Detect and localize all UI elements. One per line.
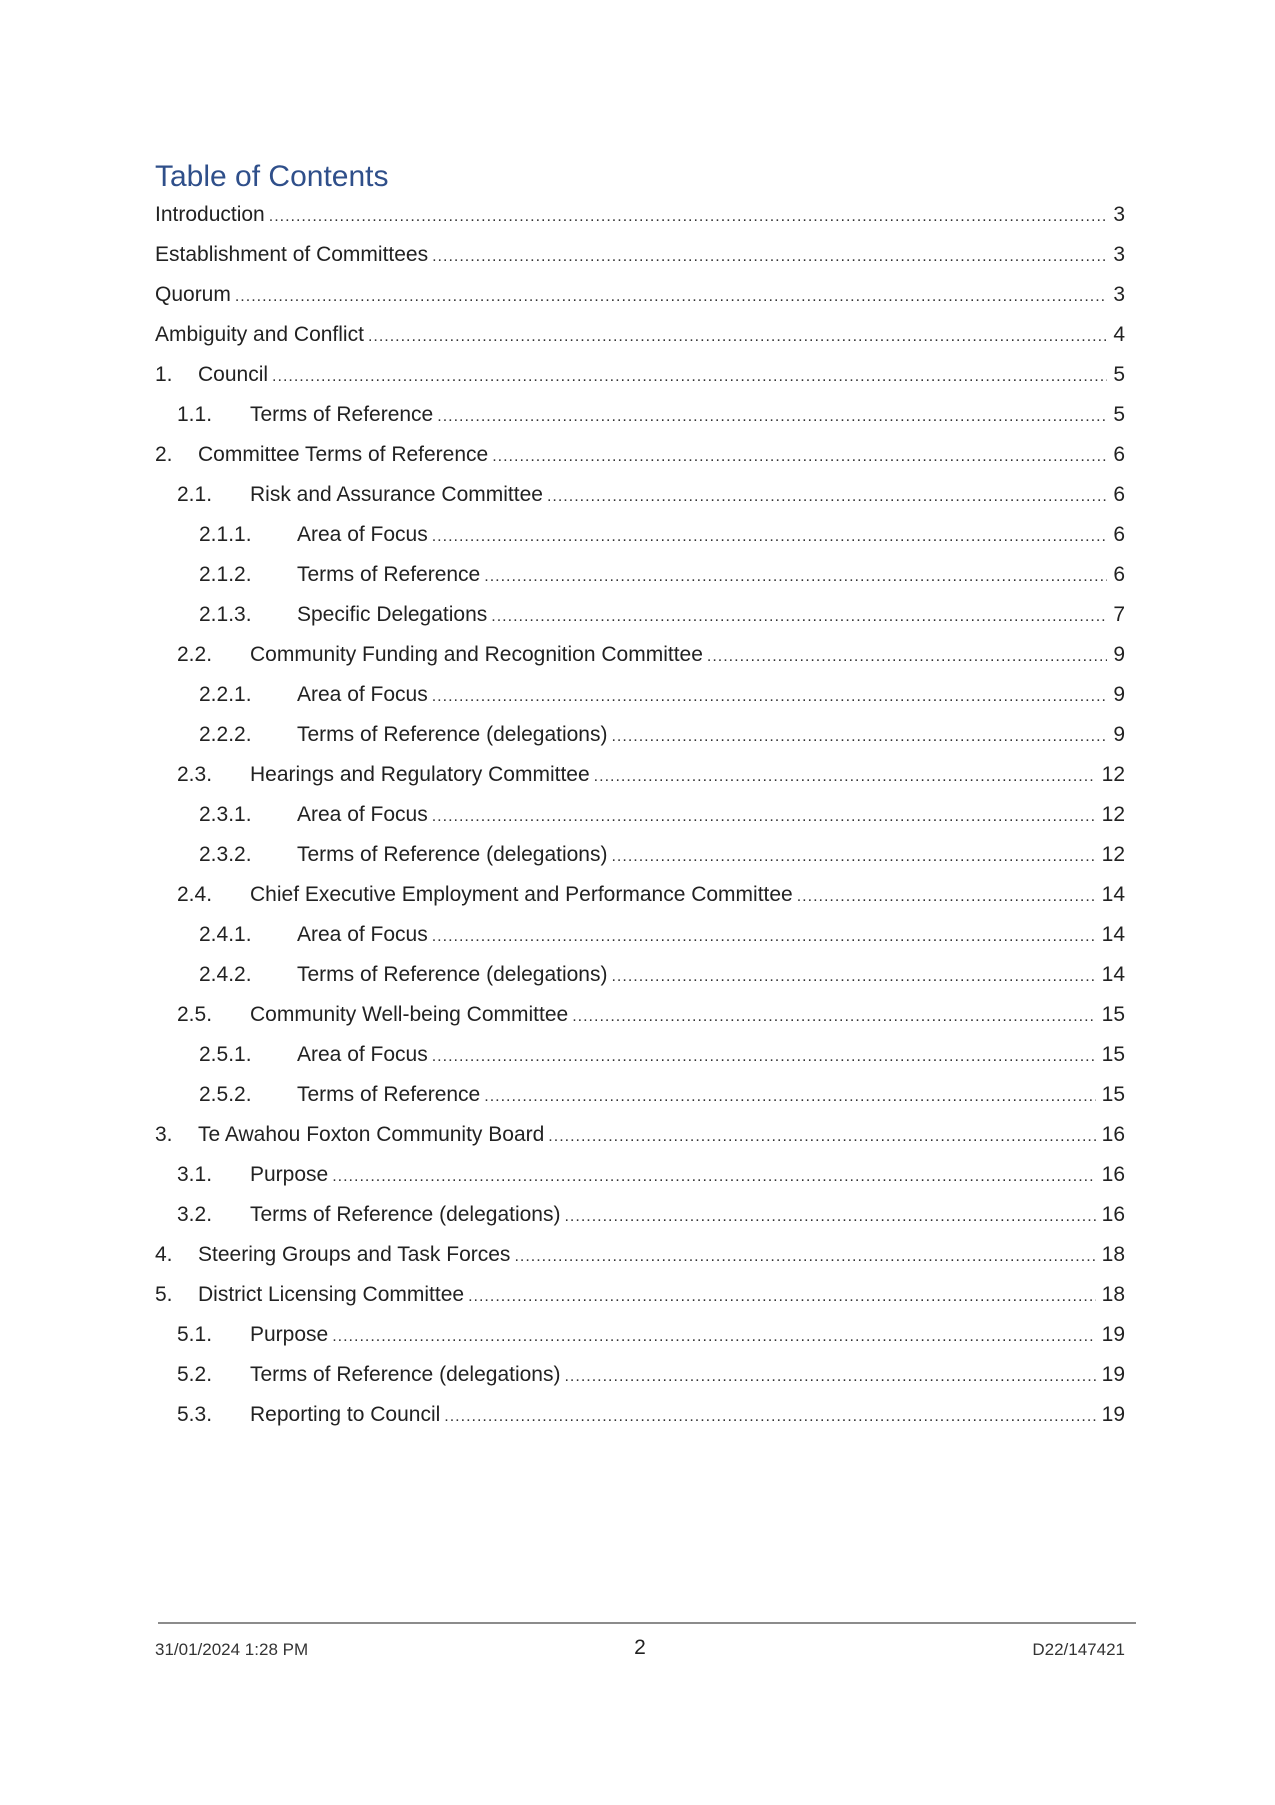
toc-entry-page: 9 <box>1113 723 1125 746</box>
toc-entry[interactable] <box>155 440 1125 480</box>
toc-entry[interactable] <box>155 240 1125 280</box>
toc-entry[interactable] <box>155 760 1125 800</box>
toc-entry-page: 15 <box>1101 1043 1125 1066</box>
toc-entry-title: Area of Focus <box>297 923 428 946</box>
toc-entry-title: Council <box>198 363 269 386</box>
toc-entry-number: 2.3. <box>177 763 213 786</box>
toc-entry-number: 2. <box>155 443 173 466</box>
toc-entry-number: 1. <box>155 363 173 386</box>
toc-entry[interactable] <box>155 1280 1125 1320</box>
toc-entry-number: 2.2. <box>177 643 213 666</box>
toc-entry-page: 9 <box>1113 683 1125 706</box>
toc-entry-title: Steering Groups and Task Forces <box>198 1243 511 1266</box>
toc-entry-page: 9 <box>1113 643 1125 666</box>
toc-entry-title: Terms of Reference <box>297 1083 481 1106</box>
toc-entry-title: Reporting to Council <box>250 1403 441 1426</box>
toc-dot-leader <box>332 1162 1095 1192</box>
toc-entry[interactable] <box>155 680 1125 720</box>
toc-entry-title: Quorum <box>155 283 231 306</box>
toc-dot-leader <box>272 362 1107 392</box>
toc-entry-title: Establishment of Committees <box>155 243 429 266</box>
toc-entry-page: 6 <box>1113 563 1125 586</box>
toc-dot-leader <box>484 562 1107 592</box>
toc-entry[interactable] <box>155 1000 1125 1040</box>
toc-entry-title: Risk and Assurance Committee <box>250 483 543 506</box>
toc-entry[interactable] <box>155 280 1125 320</box>
toc-dot-leader <box>432 1042 1096 1072</box>
toc-dot-leader <box>572 1002 1095 1032</box>
toc-entry[interactable] <box>155 880 1125 920</box>
toc-dot-leader <box>432 242 1107 272</box>
toc-entry[interactable] <box>155 1120 1125 1160</box>
toc-entry[interactable] <box>155 360 1125 400</box>
toc-entry[interactable] <box>155 1320 1125 1360</box>
toc-entry-page: 5 <box>1113 363 1125 386</box>
footer-doc-ref: D22/147421 <box>1032 1640 1125 1659</box>
toc-entry-title: Community Funding and Recognition Committee <box>250 643 703 666</box>
toc-entry-page: 15 <box>1101 1003 1125 1026</box>
toc-dot-leader <box>611 842 1095 872</box>
toc-entry-page: 6 <box>1113 523 1125 546</box>
toc-entry-number: 2.4.2. <box>199 963 252 986</box>
toc-entry[interactable] <box>155 1160 1125 1200</box>
toc-entry-title: Terms of Reference (delegations) <box>297 723 608 746</box>
toc-entry[interactable] <box>155 1200 1125 1240</box>
toc-entry-number: 5.2. <box>177 1363 213 1386</box>
toc-entry-title: Hearings and Regulatory Committee <box>250 763 590 786</box>
toc-entry[interactable] <box>155 320 1125 360</box>
footer-divider <box>158 1622 1136 1624</box>
toc-entry[interactable] <box>155 1360 1125 1400</box>
toc-entry[interactable] <box>155 1400 1125 1440</box>
toc-entry-page: 19 <box>1101 1323 1125 1346</box>
toc-entry[interactable] <box>155 200 1125 240</box>
toc-list <box>155 200 1125 1440</box>
footer-page-number: 2 <box>634 1636 646 1659</box>
toc-entry[interactable] <box>155 960 1125 1000</box>
toc-entry-title: Terms of Reference (delegations) <box>297 963 608 986</box>
toc-entry-page: 16 <box>1101 1203 1125 1226</box>
toc-dot-leader <box>235 282 1107 312</box>
toc-entry-page: 16 <box>1101 1123 1125 1146</box>
toc-entry-page: 14 <box>1101 963 1125 986</box>
toc-entry-title: District Licensing Committee <box>198 1283 465 1306</box>
toc-entry-number: 2.4.1. <box>199 923 252 946</box>
toc-dot-leader <box>432 922 1096 952</box>
toc-dot-leader <box>611 962 1095 992</box>
toc-entry-title: Ambiguity and Conflict <box>155 323 364 346</box>
toc-dot-leader <box>437 402 1107 432</box>
toc-entry[interactable] <box>155 520 1125 560</box>
toc-entry-number: 5. <box>155 1283 173 1306</box>
toc-entry-title: Specific Delegations <box>297 603 488 626</box>
toc-dot-leader <box>548 1122 1095 1152</box>
toc-dot-leader <box>432 682 1108 712</box>
toc-entry-page: 3 <box>1113 283 1125 306</box>
toc-entry-page: 18 <box>1101 1243 1125 1266</box>
toc-entry-number: 2.5. <box>177 1003 213 1026</box>
toc-entry-number: 2.1.1. <box>199 523 252 546</box>
toc-entry-number: 2.3.2. <box>199 843 252 866</box>
toc-entry[interactable] <box>155 640 1125 680</box>
toc-entry-number: 2.1. <box>177 483 213 506</box>
toc-entry-title: Area of Focus <box>297 1043 428 1066</box>
toc-entry[interactable] <box>155 840 1125 880</box>
toc-entry-title: Community Well-being Committee <box>250 1003 569 1026</box>
toc-dot-leader <box>797 882 1096 912</box>
toc-entry-page: 3 <box>1113 203 1125 226</box>
toc-entry-title: Introduction <box>155 203 265 226</box>
toc-entry[interactable] <box>155 600 1125 640</box>
toc-entry[interactable] <box>155 1040 1125 1080</box>
toc-dot-leader <box>492 442 1107 472</box>
toc-entry-number: 2.3.1. <box>199 803 252 826</box>
toc-entry-page: 12 <box>1101 843 1125 866</box>
toc-entry-number: 2.1.3. <box>199 603 252 626</box>
toc-entry-title: Terms of Reference <box>297 563 481 586</box>
toc-dot-leader <box>432 522 1108 552</box>
toc-entry-title: Terms of Reference (delegations) <box>250 1203 561 1226</box>
toc-dot-leader <box>594 762 1096 792</box>
toc-dot-leader <box>484 1082 1095 1112</box>
toc-entry-number: 2.2.1. <box>199 683 252 706</box>
toc-entry-page: 18 <box>1101 1283 1125 1306</box>
toc-dot-leader <box>432 802 1096 832</box>
toc-entry-title: Purpose <box>250 1163 329 1186</box>
toc-entry-title: Terms of Reference (delegations) <box>250 1363 561 1386</box>
toc-entry-page: 3 <box>1113 243 1125 266</box>
toc-entry-number: 5.3. <box>177 1403 213 1426</box>
toc-entry-page: 14 <box>1101 883 1125 906</box>
toc-dot-leader <box>514 1242 1095 1272</box>
toc-entry-title: Te Awahou Foxton Community Board <box>198 1123 545 1146</box>
toc-entry-title: Purpose <box>250 1323 329 1346</box>
toc-entry-number: 2.2.2. <box>199 723 252 746</box>
toc-entry-title: Area of Focus <box>297 683 428 706</box>
toc-entry-page: 14 <box>1101 923 1125 946</box>
toc-entry-page: 4 <box>1113 323 1125 346</box>
toc-entry-number: 3. <box>155 1123 173 1146</box>
toc-dot-leader <box>547 482 1107 512</box>
toc-dot-leader <box>269 202 1108 232</box>
toc-entry-title: Chief Executive Employment and Performance Committee <box>250 883 793 906</box>
toc-entry-title: Committee Terms of Reference <box>198 443 489 466</box>
toc-dot-leader <box>707 642 1107 672</box>
toc-entry-number: 3.2. <box>177 1203 213 1226</box>
toc-entry[interactable] <box>155 1240 1125 1280</box>
toc-dot-leader <box>444 1402 1095 1432</box>
toc-entry-number: 2.1.2. <box>199 563 252 586</box>
toc-entry-page: 15 <box>1101 1083 1125 1106</box>
toc-entry-page: 12 <box>1101 803 1125 826</box>
toc-entry-page: 16 <box>1101 1163 1125 1186</box>
toc-entry-title: Area of Focus <box>297 803 428 826</box>
toc-entry[interactable] <box>155 560 1125 600</box>
toc-entry-page: 19 <box>1101 1363 1125 1386</box>
toc-entry[interactable] <box>155 1080 1125 1120</box>
toc-entry[interactable] <box>155 720 1125 760</box>
toc-entry-number: 2.4. <box>177 883 213 906</box>
page-title: Table of Contents <box>155 160 389 193</box>
toc-entry-number: 2.5.2. <box>199 1083 252 1106</box>
toc-entry-page: 7 <box>1113 603 1125 626</box>
toc-entry-number: 5.1. <box>177 1323 213 1346</box>
toc-entry-title: Terms of Reference <box>250 403 434 426</box>
toc-dot-leader <box>368 322 1107 352</box>
toc-entry-page: 19 <box>1101 1403 1125 1426</box>
toc-dot-leader <box>468 1282 1096 1312</box>
toc-entry-number: 4. <box>155 1243 173 1266</box>
toc-entry[interactable] <box>155 920 1125 960</box>
toc-entry-number: 3.1. <box>177 1163 213 1186</box>
toc-dot-leader <box>564 1202 1095 1232</box>
toc-dot-leader <box>332 1322 1095 1352</box>
toc-entry-page: 5 <box>1113 403 1125 426</box>
toc-entry[interactable] <box>155 800 1125 840</box>
toc-entry-title: Area of Focus <box>297 523 428 546</box>
toc-entry[interactable] <box>155 400 1125 440</box>
toc-entry-page: 6 <box>1113 483 1125 506</box>
footer-date: 31/01/2024 1:28 PM <box>155 1640 309 1659</box>
toc-entry[interactable] <box>155 480 1125 520</box>
toc-dot-leader <box>491 602 1107 632</box>
toc-entry-page: 12 <box>1101 763 1125 786</box>
toc-entry-number: 2.5.1. <box>199 1043 252 1066</box>
toc-dot-leader <box>564 1362 1095 1392</box>
toc-entry-number: 1.1. <box>177 403 213 426</box>
toc-dot-leader <box>611 722 1107 752</box>
toc-entry-title: Terms of Reference (delegations) <box>297 843 608 866</box>
toc-entry-page: 6 <box>1113 443 1125 466</box>
